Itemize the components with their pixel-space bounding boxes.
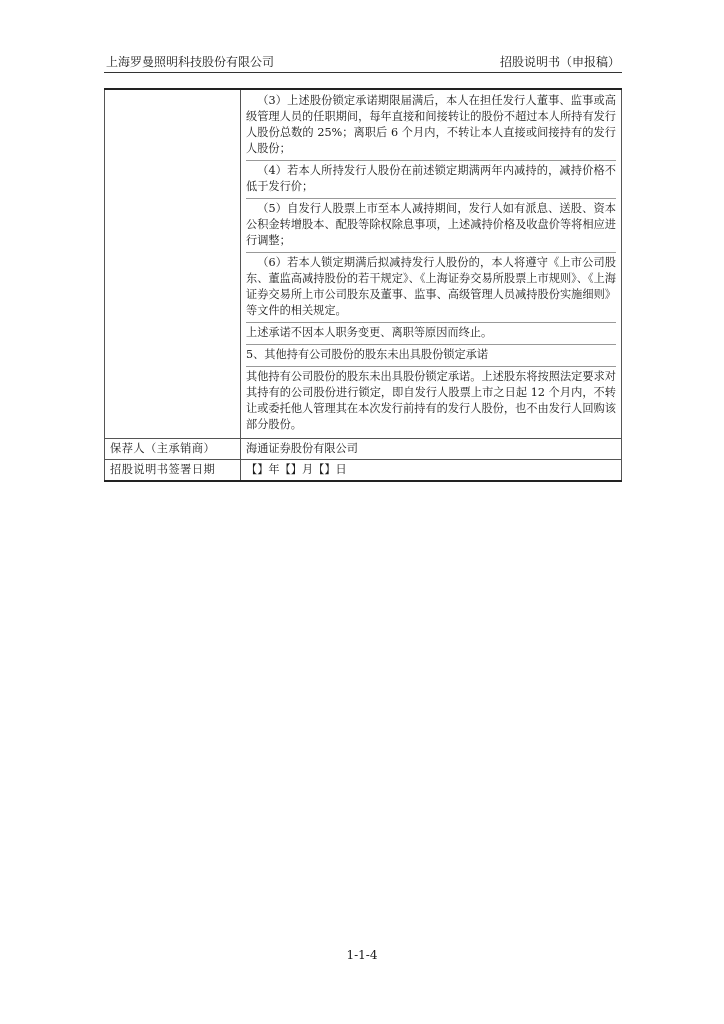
- commitment-note: 上述承诺不因本人职务变更、离职等原因而终止。: [246, 322, 616, 344]
- table-row-lockup-commitment: [105, 89, 622, 439]
- lockup-commitment-cell: [241, 89, 622, 439]
- signing-date-label: 招股说明书签署日期: [105, 460, 241, 482]
- commitment-paragraph-5: （5）自发行人股票上市至本人减持期间，发行人如有派息、送股、资本公积金转增股本、配股等除权除息事项，上述减持价格及收盘价等将相应进行调整；: [246, 198, 616, 252]
- header-divider: [104, 72, 622, 73]
- lockup-label-cell: [105, 89, 241, 439]
- company-name: 上海罗曼照明科技股份有限公司: [106, 55, 275, 69]
- prospectus-info-table: [104, 88, 622, 482]
- table-row-signing-date: [105, 460, 622, 482]
- page-number: 1-1-4: [346, 948, 378, 962]
- other-shareholders-text: 其他持有公司股份的股东未出具股份锁定承诺。上述股东将按照法定要求对其持有的公司股份进行锁定，即自发行人股票上市之日起 12 个月内，不转让或委托他人管理其在本次发行前持有的发行人股份，也不由发行人回购该部分股份。: [246, 366, 616, 436]
- document-title: 招股说明书（申报稿）: [499, 55, 620, 69]
- sponsor-label: 保荐人（主承销商）: [105, 439, 241, 460]
- other-shareholders-heading: 5、其他持有公司股份的股东未出具股份锁定承诺: [246, 344, 616, 366]
- sponsor-value: 海通证券股份有限公司: [241, 439, 622, 460]
- commitment-paragraph-6: （6）若本人锁定期满后拟减持发行人股份的，本人将遵守《上市公司股东、董监高减持股份的若干规定》、《上海证券交易所股票上市规则》、《上海证券交易所上市公司股东及董事、监事、高级管理人员减持股份实施细则》等文件的相关规定。: [246, 252, 616, 322]
- signing-date-value: 【】年【】月【】日: [241, 460, 622, 482]
- commitment-paragraph-4: （4）若本人所持发行人股份在前述锁定期满两年内减持的，减持价格不低于发行价；: [246, 160, 616, 198]
- table-row-sponsor: [105, 439, 622, 460]
- page-header: [104, 54, 622, 72]
- commitment-paragraph-3: （3）上述股份锁定承诺期限届满后，本人在担任发行人董事、监事或高级管理人员的任职期间，每年直接和间接转让的股份不超过本人所持有发行人股份总数的 25%；离职后 6 个月内，不转让本人直接或间接持有的发行人股份；: [246, 94, 616, 155]
